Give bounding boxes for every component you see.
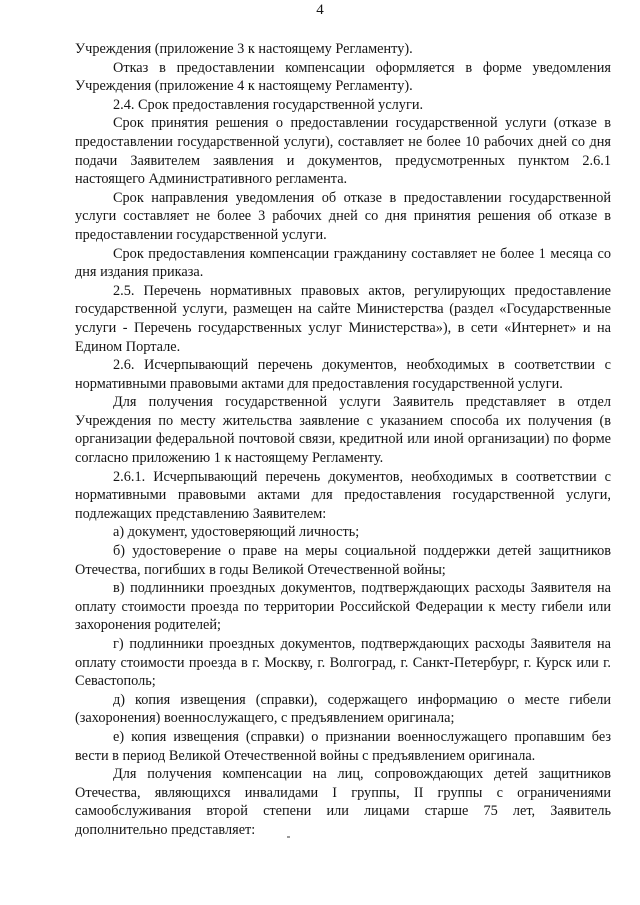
- paragraph-refusal-form: Отказ в предоставлении компенсации оформляется в форме уведомления Учреждения (приложение 4 к настоящему Регламенту).: [75, 59, 611, 95]
- list-item-v: в) подлинники проездных документов, подтверждающих расходы Заявителя на оплату стоимости проезда по территории Российской Федерации к месту гибели или захоронения родителей;: [75, 580, 611, 634]
- list-item-e: е) копия извещения (справки) о признании военнослужащего пропавшим без вести в период Великой Отечественной войны с предъявлением оригинала.: [75, 728, 611, 764]
- scan-speck: [287, 836, 290, 838]
- paragraph-notification-term: Срок направления уведомления об отказе в предоставлении государственной услуги составляет не более 3 рабочих дней со дня принятия решения об отказе в предоставлении государственной услуги.: [75, 189, 611, 243]
- list-item-a: а) документ, удостоверяющий личность;: [113, 524, 360, 541]
- paragraph-decision-term: Срок принятия решения о предоставлении государственной услуги (отказе в предоставлении государственной услуги), составляет не более 10 рабочих дней со дня подачи Заявителем заявления и документов, предусмотренных пунктом 2.6.1 настоящего Административного регламента.: [75, 115, 611, 188]
- paragraph-continuation: Учреждения (приложение 3 к настоящему Регламенту).: [75, 41, 413, 57]
- section-2-5-paragraph: 2.5. Перечень нормативных правовых актов, регулирующих предоставление государственной услуги, размещен на сайте Министерства (раздел «Государственные услуги - Перечень государственных услуг Министерства»), в сети «Интернет» и на Едином Портале.: [75, 282, 611, 355]
- section-2-6-heading: 2.6. Исчерпывающий перечень документов, необходимых в соответствии с нормативными правовыми актами для предоставления государственной услуги.: [75, 357, 611, 392]
- document-body: [75, 40, 611, 840]
- list-item-b: б) удостоверение о праве на меры социальной поддержки детей защитников Отечества, погибших в годы Великой Отечественной войны;: [75, 543, 611, 578]
- paragraph-escort-compensation: Для получения компенсации на лиц, сопровождающих детей защитников Отечества, являющихся инвалидами I группы, II группы с ограничениями самообслуживания второй степени или лицами старше 75 лет, Заявитель дополнительно представляет:: [75, 766, 611, 838]
- list-item-d: д) копия извещения (справки), содержащего информацию о месте гибели (захоронения) военнослужащего, с предъявлением оригинала;: [75, 691, 611, 727]
- paragraph-compensation-term: Срок предоставления компенсации гражданину составляет не более 1 месяца со дня издания приказа.: [75, 245, 611, 281]
- list-item-g: г) подлинники проездных документов, подтверждающих расходы Заявителя на оплату стоимости проезда в г. Москву, г. Волгоград, г. Санкт-Петербург, г. Курск или г. Севастополь;: [75, 636, 611, 690]
- section-2-6-1-paragraph: 2.6.1. Исчерпывающий перечень документов, необходимых в соответствии с нормативными правовыми актами для предоставления государственной услуги, подлежащих представлению Заявителем:: [75, 468, 611, 522]
- page-number: 4: [316, 2, 324, 18]
- section-2-4-heading: 2.4. Срок предоставления государственной услуги.: [113, 96, 424, 113]
- paragraph-application: Для получения государственной услуги Заявитель представляет в отдел Учреждения по месту жительства заявление с указанием способа их получения (в организации федеральной почтовой связи, кредитной или иной организации) по форме согласно приложению 1 к настоящему Регламенту.: [75, 394, 611, 467]
